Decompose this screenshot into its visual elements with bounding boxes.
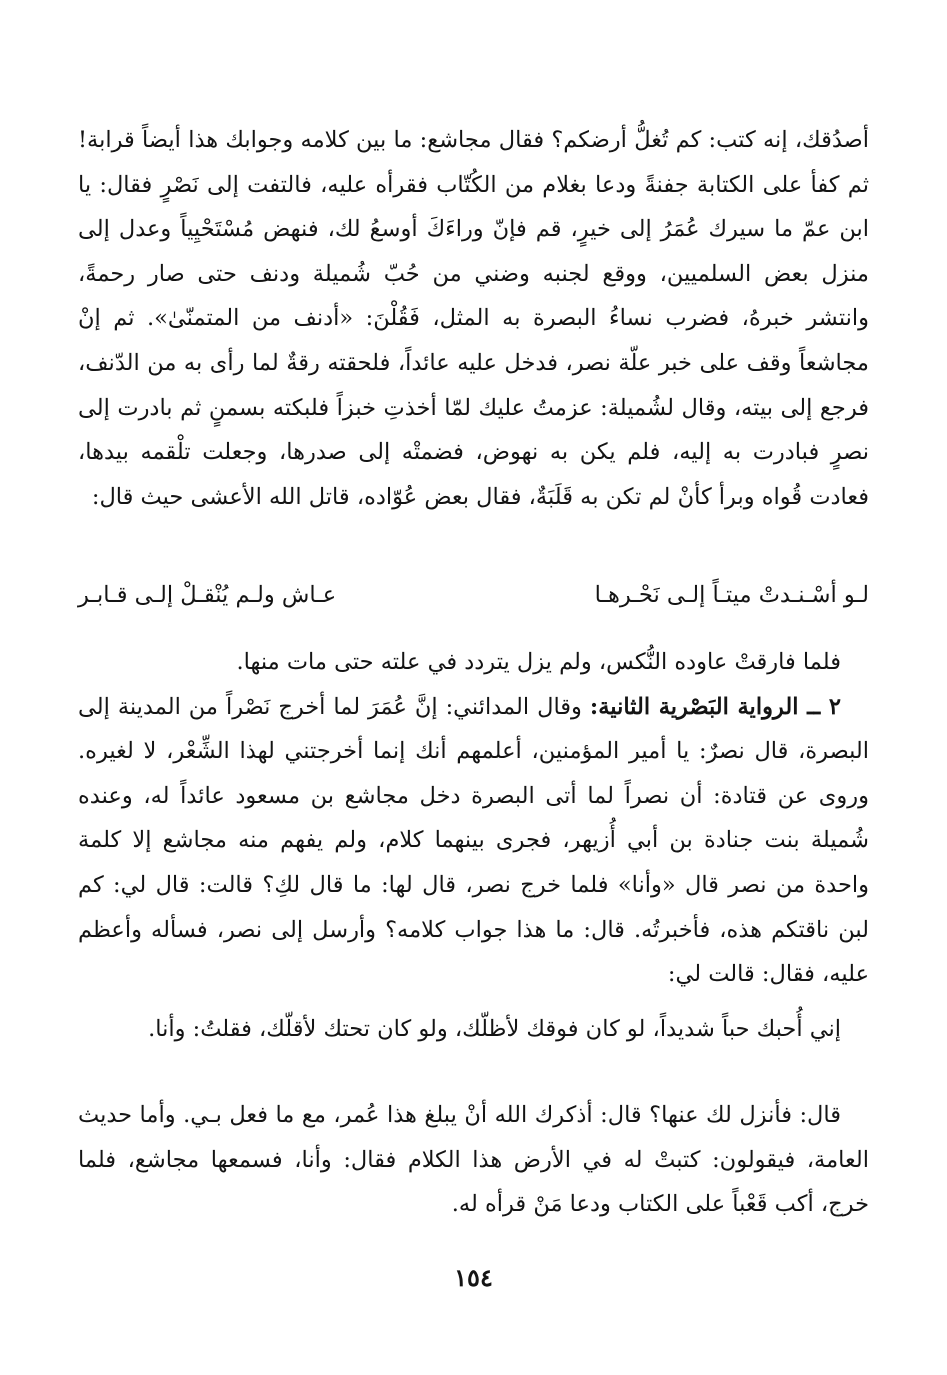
paragraph-2: فلما فارقتْ عاوده النُّكس، ولم يزل يتردد في علته حتى مات منها. xyxy=(236,649,841,675)
section-heading: ٢ ــ الرواية البَصْرية الثانية: xyxy=(589,693,842,720)
quote-paragraph: إني أُحبك حباً شديداً، لو كان فوقك لأظلّك، ولو كان تحتك لأقلّك، فقلتُ: وأنا. xyxy=(148,1016,841,1042)
verse-second-hemistich: عـاش ولـم يُنْقـلْ إلـى قـابـر xyxy=(78,582,337,608)
paragraph-4: قال: فأنزل لك عنها؟ قال: أذكرك الله أنْ يبلغ هذا عُمر، مع ما فعل بـي. وأما حديث العامة، فيقولون: كتبتْ له في الأرض هذا الكلام فقال: وأنا، فسمعها مجاشع، فلما خرج، أكب قَعْباً على الكتاب ودعا مَنْ قرأه له. xyxy=(78,1102,869,1218)
verse-first-hemistich: لـو أسْـنـدتْ ميتـاً إلـى نَحْـرهـا xyxy=(594,582,869,608)
paragraph-3 xyxy=(78,685,869,997)
paragraph-1: أصدُقك، إنه كتب: كم تُغلُّ أرضكم؟ فقال مجاشع: ما بين كلامه وجوابك هذا أيضاً قرابة! ثم كفأ على الكتابة جفنةً ودعا بغلام من الكُتّاب فقرأه عليه، فالتفت إلى نَصْرٍ فقال: يا ابن عمّ ما سيرك عُمَرُ إلى خيرٍ، قم فإنّ وراءَكَ أوسعُ لك، فنهض مُسْتَحْيِياً وعدل إلى منزل بعض السلميين، ووقع لجنبه وضني من حُبّ شُميلة ودنف حتى صار رحمةً، وانتشر خبرهُ، فضرب نساءُ البصرة به المثل، فَقُلْنَ: «أدنف من المتمنّىٰ». ثم إنْ مجاشعاً وقف على خبر علّة نصر، فدخل عليه عائداً، فلحقته رقةٌ لما رأى به من الدّنف، فرجع إلى بيته، وقال لشُميلة: عزمتُ عليك لمّا أخذتِ خبزاً فلبكته بسمنٍ ثم بادرت إلى نصرٍ فبادرت به إليه، فلم يكن به نهوض، فضمتْه إلى صدرها، وجعلت تلْقمه بيدها، فعادت قُواه وبرأ كأنْ لم تكن به قَلَبَةٌ، فقال بعض عُوّاده، قاتل الله الأعشى حيث قال: xyxy=(78,127,869,510)
narrative-section xyxy=(78,640,869,997)
page-number: ١٥٤ xyxy=(454,1263,493,1292)
paragraph-3-text: وقال المدائني: إنَّ عُمَرَ لما أخرج نَصْراً من المدينة إلى البصرة، قال نصرٌ: يا أمير المؤمنين، أعلمهم أنك إنما أخرجتني لهذا الشِّعْر، لا لغيره. وروى عن قتادة: أن نصراً لما أتى البصرة دخل مجاشع بن مسعود عائداً له، وعنده شُميلة بنت جنادة بن أبي أُزيهر، فجرى بينهما كلام، ولم يفهم منه مجاشع إلا كلمة واحدة من نصر قال «وأنا» فلما خرج نصر، قال لها: ما قال لكِ؟ قالت: قال لي: كم لبن ناقتكم هذه، فأخبرتُه. قال: ما هذا جواب كلامه؟ وأرسل إلى نصر، فسأله وأعظم عليه، فقال: قالت لي: xyxy=(78,693,869,988)
verse-line xyxy=(78,573,869,617)
